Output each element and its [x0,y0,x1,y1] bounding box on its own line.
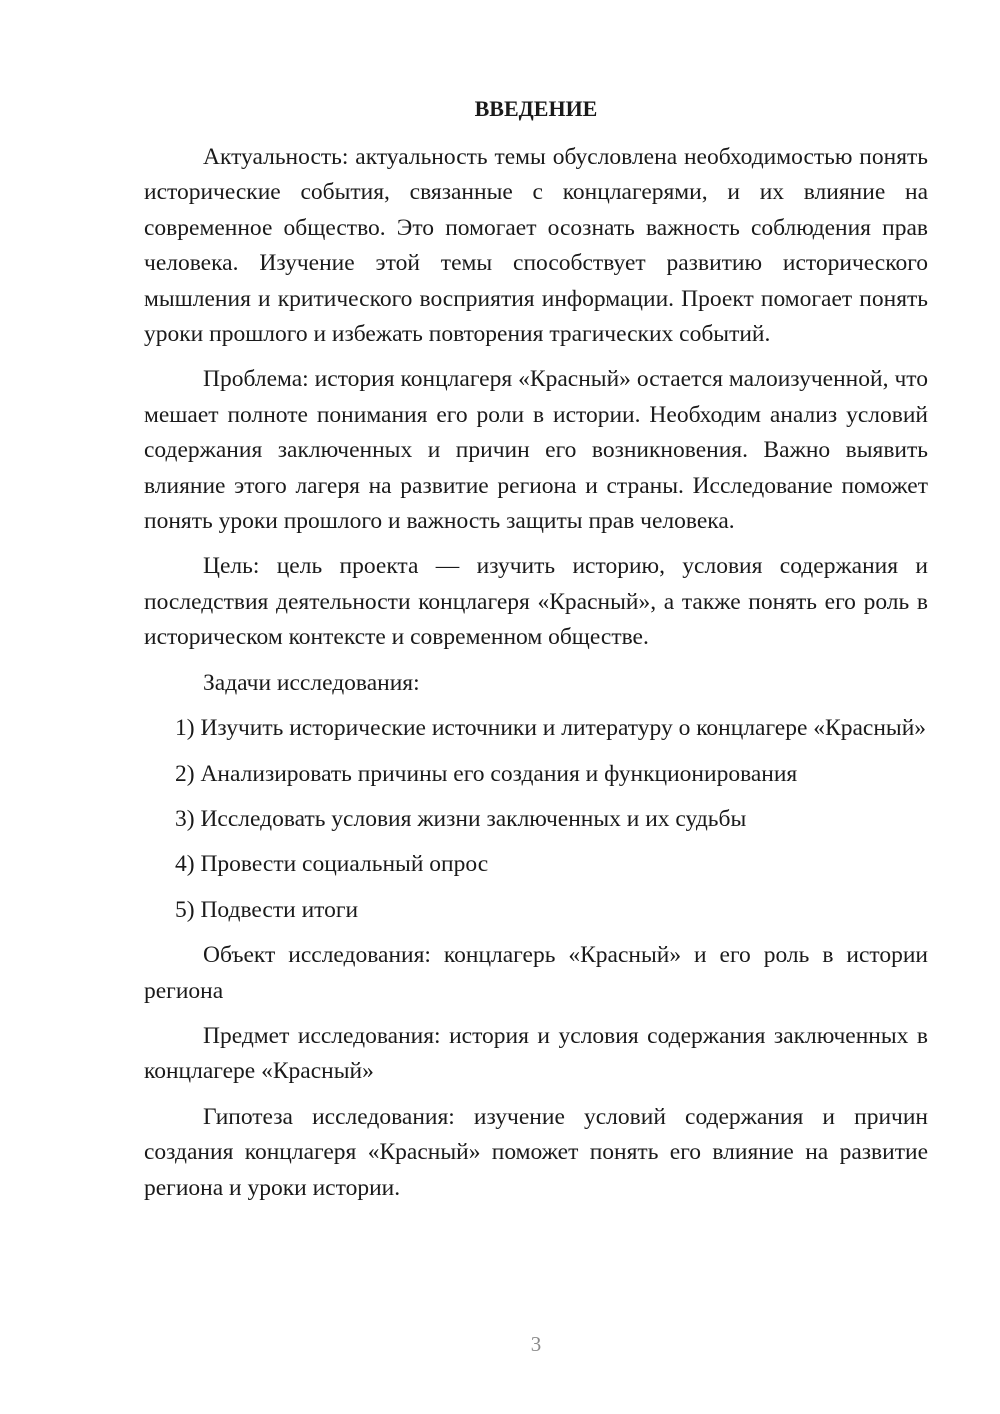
task-item-3: 3) Исследовать условия жизни заключенных и их судьбы [175,805,747,832]
page-number: 3 [530,1332,542,1356]
subject-paragraph: Предмет исследования: история и условия содержания заключенных в концлагере «Красный» [144,1022,928,1085]
tasks-heading: Задачи исследования: [203,669,420,696]
goal-paragraph: Цель: цель проекта — изучить историю, условия содержания и последствия деятельности концлагеря «Красный», а также понять его роль в историческом контексте и современном обществе. [144,553,928,651]
hypothesis-paragraph: Гипотеза исследования: изучение условий содержания и причин создания концлагеря «Красный» поможет понять его влияние на развитие региона и уроки истории. [144,1103,928,1201]
task-item-4: 4) Провести социальный опрос [175,851,489,878]
document-page [144,92,928,1206]
task-item-5: 5) Подвести итоги [175,896,359,923]
problem-paragraph: Проблема: история концлагеря «Красный» остается малоизученной, что мешает полноте понимания его роли в истории. Необходим анализ условий содержания заключенных и причин его возникновения. Важно выявить влияние этого лагеря на развитие региона и страны. Исследование поможет понять уроки прошлого и важность защиты прав человека. [144,366,928,535]
section-title: ВВЕДЕНИЕ [474,96,598,121]
task-item-1: 1) Изучить исторические источники и литературу о концлагере «Красный» [175,715,927,742]
relevance-paragraph: Актуальность: актуальность темы обусловлена необходимостью понять исторические события, связанные с концлагерями, и их влияние на современное общество. Это помогает осознать важность соблюдения прав человека. Изучение этой темы способствует развитию исторического мышления и критического восприятия информации. Проект помогает понять уроки прошлого и избежать повторения трагических событий. [144,144,928,348]
task-item-2: 2) Анализировать причины его создания и функционирования [175,760,798,787]
object-paragraph: Объект исследования: концлагерь «Красный» и его роль в истории региона [144,942,928,1004]
